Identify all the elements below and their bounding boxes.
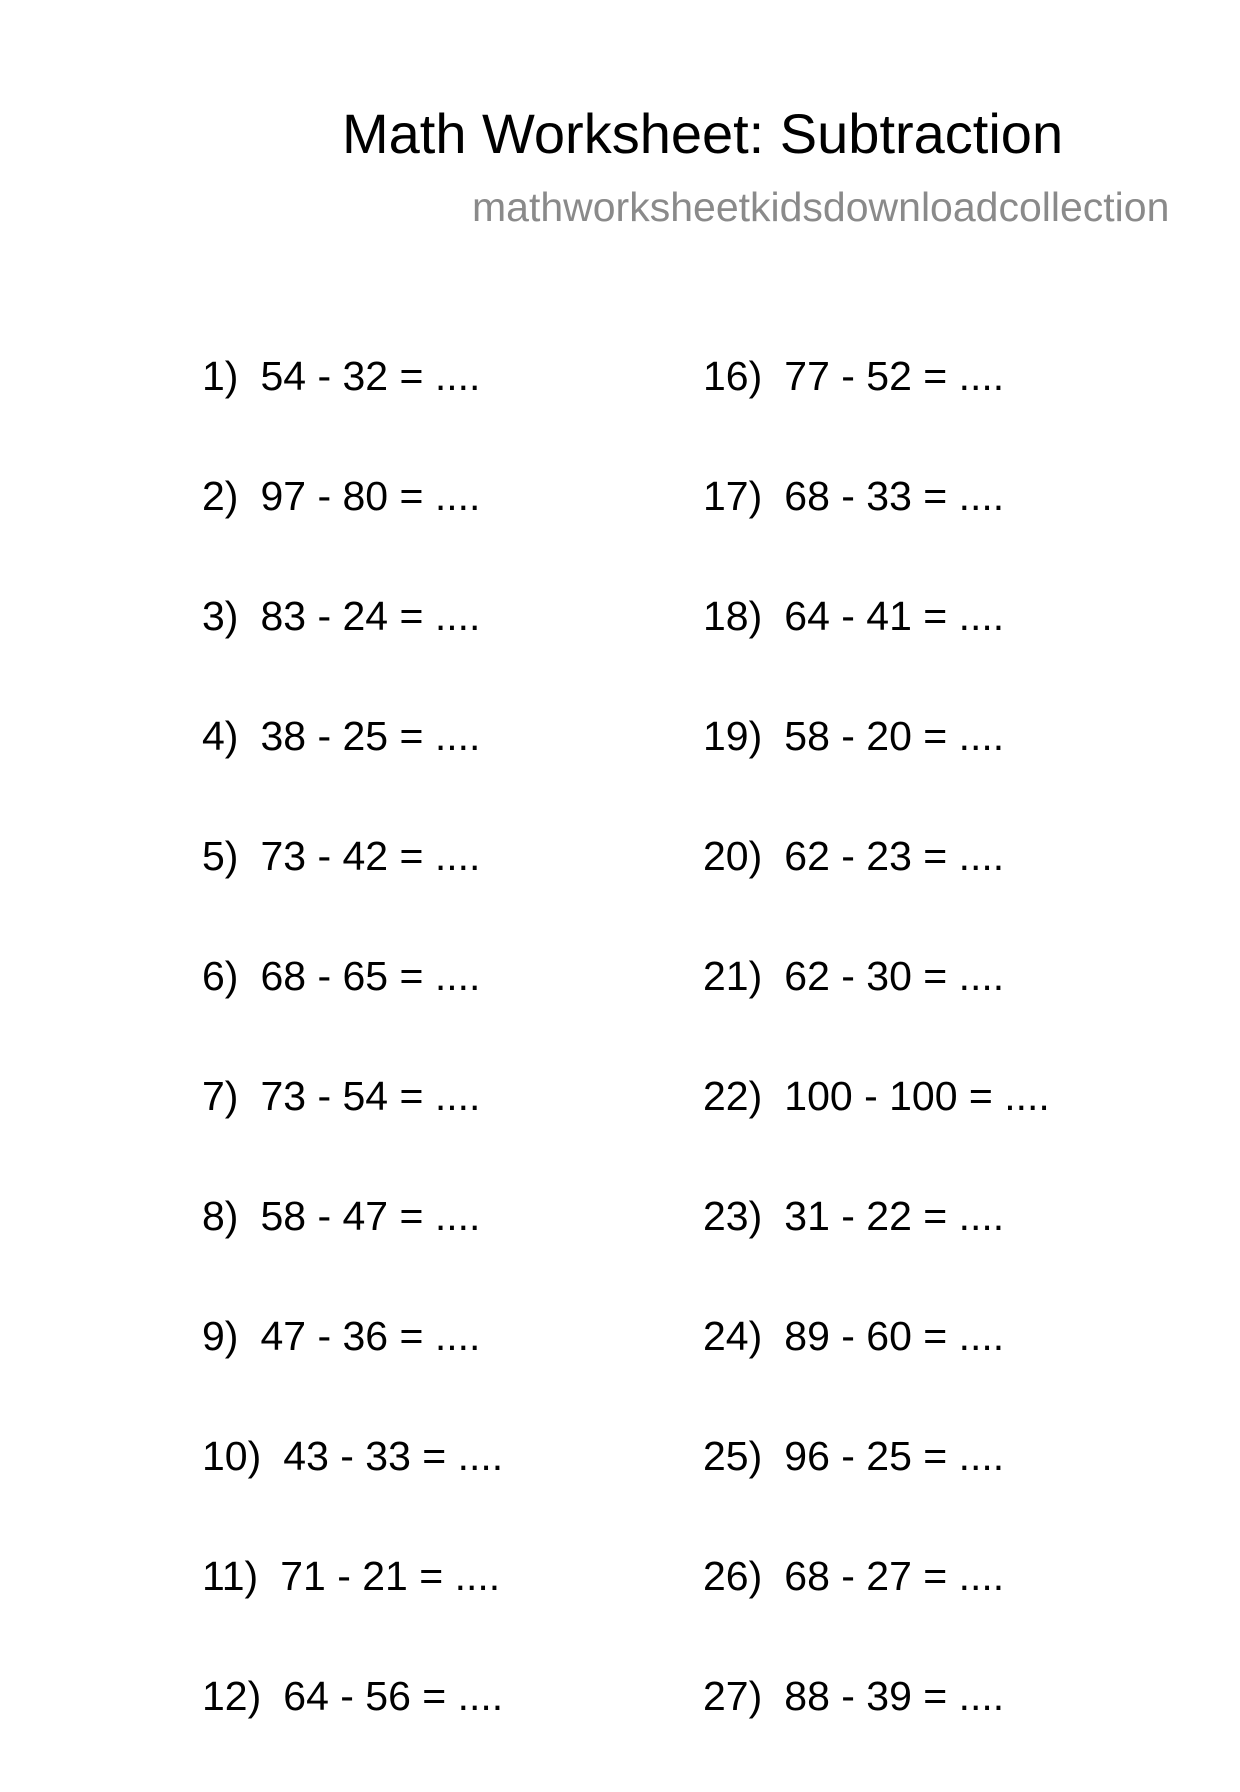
problem-item [703, 352, 1050, 472]
problem-list-left [202, 352, 503, 1792]
problem-number: 11) [202, 1553, 259, 1599]
problem-item [202, 1192, 503, 1312]
problem-expression: 68 - 65 = .... [260, 953, 481, 999]
problem-number: 4) [202, 713, 239, 759]
problem-item [202, 952, 503, 1072]
problem-expression: 100 - 100 = .... [784, 1073, 1050, 1119]
problem-number: 19) [703, 713, 763, 759]
problem-number: 20) [703, 833, 763, 879]
problem-expression: 64 - 41 = .... [784, 593, 1005, 639]
problem-item [703, 952, 1050, 1072]
problem-number: 17) [703, 473, 763, 519]
problem-expression: 58 - 20 = .... [784, 713, 1005, 759]
problem-item [202, 592, 503, 712]
problem-item [703, 1192, 1050, 1312]
problem-expression: 54 - 32 = .... [260, 353, 481, 399]
problem-number: 18) [703, 593, 763, 639]
problem-item [703, 1432, 1050, 1552]
problem-item [202, 1312, 503, 1432]
problem-expression: 73 - 42 = .... [260, 833, 481, 879]
problem-expression: 38 - 25 = .... [260, 713, 481, 759]
problem-expression: 73 - 54 = .... [260, 1073, 481, 1119]
problem-expression: 58 - 47 = .... [260, 1193, 481, 1239]
problem-expression: 89 - 60 = .... [784, 1313, 1005, 1359]
problem-list-right [703, 352, 1050, 1792]
problem-expression: 31 - 22 = .... [784, 1193, 1005, 1239]
problem-item [703, 592, 1050, 712]
problem-expression: 64 - 56 = .... [283, 1673, 504, 1719]
problem-number: 26) [703, 1553, 763, 1599]
problem-expression: 88 - 39 = .... [784, 1673, 1005, 1719]
problem-number: 5) [202, 833, 239, 879]
problem-item [202, 832, 503, 952]
problem-expression: 71 - 21 = .... [280, 1553, 501, 1599]
problem-number: 21) [703, 953, 763, 999]
problem-number: 23) [703, 1193, 763, 1239]
problem-expression: 47 - 36 = .... [260, 1313, 481, 1359]
problem-expression: 43 - 33 = .... [283, 1433, 504, 1479]
problem-number: 3) [202, 593, 239, 639]
problem-item [202, 1072, 503, 1192]
problem-item [703, 472, 1050, 592]
problem-expression: 96 - 25 = .... [784, 1433, 1005, 1479]
problem-item [202, 1552, 503, 1672]
problem-number: 16) [703, 353, 763, 399]
problem-expression: 97 - 80 = .... [260, 473, 481, 519]
problem-expression: 62 - 30 = .... [784, 953, 1005, 999]
problem-number: 9) [202, 1313, 239, 1359]
problem-number: 27) [703, 1673, 763, 1719]
problem-expression: 68 - 27 = .... [784, 1553, 1005, 1599]
page-subtitle: mathworksheetkidsdownloadcollection [472, 184, 1170, 230]
problem-item [703, 1552, 1050, 1672]
problem-item [202, 1672, 503, 1792]
problem-item [202, 712, 503, 832]
problem-number: 24) [703, 1313, 763, 1359]
problem-expression: 62 - 23 = .... [784, 833, 1005, 879]
problem-number: 10) [202, 1433, 262, 1479]
problem-number: 1) [202, 353, 239, 399]
problem-item [202, 472, 503, 592]
problem-item [202, 352, 503, 472]
problem-item [202, 1432, 503, 1552]
problem-number: 2) [202, 473, 239, 519]
problem-number: 8) [202, 1193, 239, 1239]
problem-number: 6) [202, 953, 239, 999]
problem-item [703, 1072, 1050, 1192]
problem-item [703, 1312, 1050, 1432]
problem-expression: 83 - 24 = .... [260, 593, 481, 639]
problem-number: 22) [703, 1073, 763, 1119]
problem-number: 7) [202, 1073, 239, 1119]
problem-item [703, 1672, 1050, 1792]
problem-item [703, 712, 1050, 832]
problem-item [703, 832, 1050, 952]
problem-number: 12) [202, 1673, 262, 1719]
page-title: Math Worksheet: Subtraction [342, 102, 1064, 165]
problem-number: 25) [703, 1433, 763, 1479]
problem-expression: 68 - 33 = .... [784, 473, 1005, 519]
problem-expression: 77 - 52 = .... [784, 353, 1005, 399]
